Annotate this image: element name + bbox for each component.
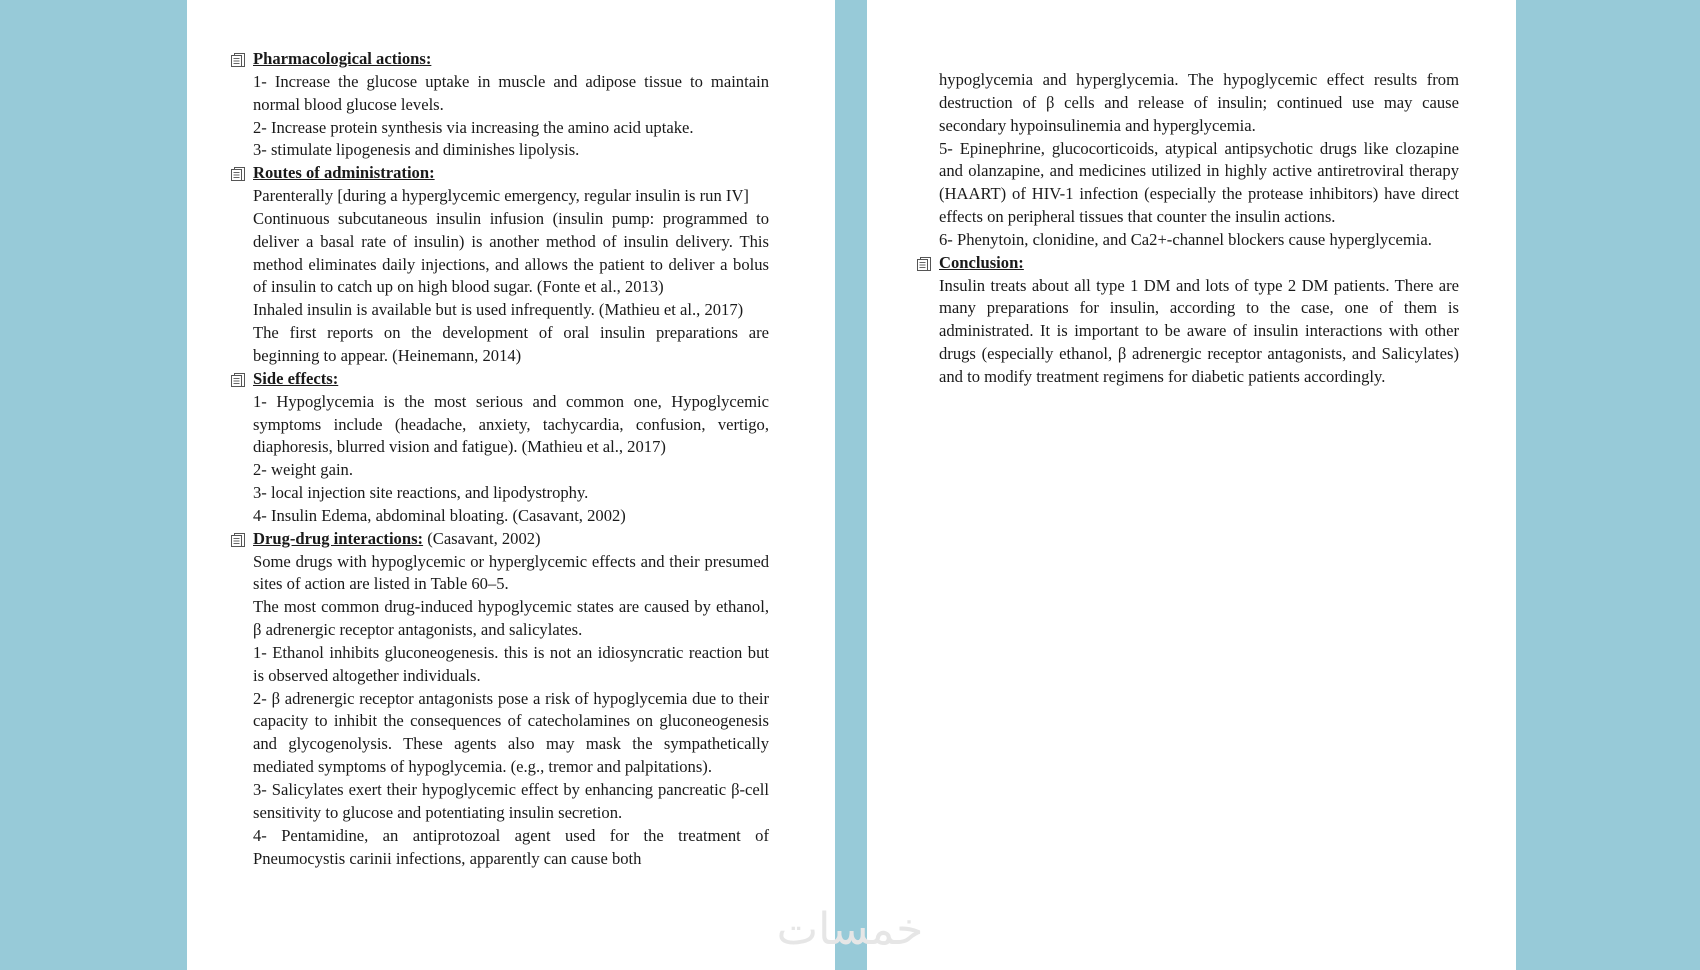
paragraph: 4- Pentamidine, an antiprotozoal agent used for the treatment of Pneumocystis carinii infections, apparently can cause both <box>253 825 769 868</box>
section-title: Routes of administration: <box>253 163 435 183</box>
paragraph: 3- local injection site reactions, and lipodystrophy. <box>253 483 589 503</box>
paragraph: 1- Increase the glucose uptake in muscle and adipose tissue to maintain normal blood glucose levels. <box>253 71 769 114</box>
paragraph: Some drugs with hypoglycemic or hyperglycemic effects and their presumed sites of action are listed in Table 60–5. <box>253 551 769 594</box>
section-routes-of-administration <box>253 162 769 185</box>
section-citation: (Casavant, 2002) <box>423 528 541 548</box>
section-title: Drug-drug interactions: <box>253 528 424 548</box>
section-drug-drug-interactions <box>253 528 769 551</box>
paragraph: 6- Phenytoin, clonidine, and Ca2+-channel blockers cause hyperglycemia. <box>939 229 1432 249</box>
section-side-effects <box>253 368 769 391</box>
notepad-icon <box>230 372 246 388</box>
paragraph: 2- Increase protein synthesis via increasing the amino acid uptake. <box>253 117 694 137</box>
notepad-icon <box>230 532 246 548</box>
notepad-icon <box>230 52 246 68</box>
section-pharmacological-actions <box>253 48 769 71</box>
paragraph: Continuous subcutaneous insulin infusion (insulin pump: programmed to deliver a basal rate of insulin) is another method of insulin delivery. This method eliminates daily injections, and allows the patient to deliver a bolus of insulin to catch up on high blood sugar. (Fonte et al., 2013) <box>253 208 769 297</box>
paragraph: Inhaled insulin is available but is used infrequently. (Mathieu et al., 2017) <box>253 300 744 320</box>
paragraph: The first reports on the development of oral insulin preparations are beginning to appear. (Heinemann, 2014) <box>253 323 769 365</box>
paragraph: 2- β adrenergic receptor antagonists pose a risk of hypoglycemia due to their capacity to inhibit the consequences of catecholamines on gluconeogenesis and glycogenolysis. These agents also may mask the sympathetically mediated symptoms of hypoglycemia. (e.g., tremor and palpitations). <box>253 688 769 777</box>
left-column <box>253 48 769 870</box>
paragraph: Insulin treats about all type 1 DM and lots of type 2 DM patients. There are many preparations for insulin, according to the case, one of them is administrated. It is important to be aware of insulin interactions with other drugs (especially ethanol, β adrenergic receptor antagonists, and Salicylates) and to modify treatment regimens for diabetic patients accordingly. <box>939 275 1459 386</box>
notepad-icon <box>230 166 246 182</box>
paragraph: 1- Ethanol inhibits gluconeogenesis. this is not an idiosyncratic reaction but is observed altogether individuals. <box>253 642 769 685</box>
notepad-icon <box>916 256 932 272</box>
paragraph: 2- weight gain. <box>253 460 354 480</box>
section-conclusion <box>939 252 1459 275</box>
paragraph: The most common drug-induced hypoglycemic states are caused by ethanol, β adrenergic receptor antagonists, and salicylates. <box>253 597 769 640</box>
section-title: Conclusion: <box>939 252 1024 272</box>
watermark-logo: خمسات <box>776 904 924 955</box>
paragraph: hypoglycemia and hyperglycemia. The hypoglycemic effect results from destruction of β cells and release of insulin; continued use may cause secondary hypoinsulinemia and hyperglycemia. <box>939 70 1459 135</box>
paragraph: 4- Insulin Edema, abdominal bloating. (Casavant, 2002) <box>253 505 626 525</box>
section-title: Pharmacological actions: <box>253 49 432 68</box>
paragraph: 1- Hypoglycemia is the most serious and common one, Hypoglycemic symptoms include (headache, anxiety, tachycardia, confusion, vertigo, diaphoresis, blurred vision and fatigue). (Mathieu et al., 2017) <box>253 391 769 457</box>
section-title: Side effects: <box>253 368 339 388</box>
paragraph: Parenterally [during a hyperglycemic emergency, regular insulin is run IV] <box>253 186 749 206</box>
right-column <box>939 69 1459 389</box>
paragraph: 3- stimulate lipogenesis and diminishes lipolysis. <box>253 140 580 160</box>
paragraph: 3- Salicylates exert their hypoglycemic effect by enhancing pancreatic β-cell sensitivity to glucose and potentiating insulin secretion. <box>253 780 769 822</box>
paragraph: 5- Epinephrine, glucocorticoids, atypical antipsychotic drugs like clozapine and olanzapine, and medicines utilized in highly active antiretroviral therapy (HAART) of HIV-1 infection (especially the protease inhibitors) have direct effects on peripheral tissues that counter the insulin actions. <box>939 138 1459 227</box>
